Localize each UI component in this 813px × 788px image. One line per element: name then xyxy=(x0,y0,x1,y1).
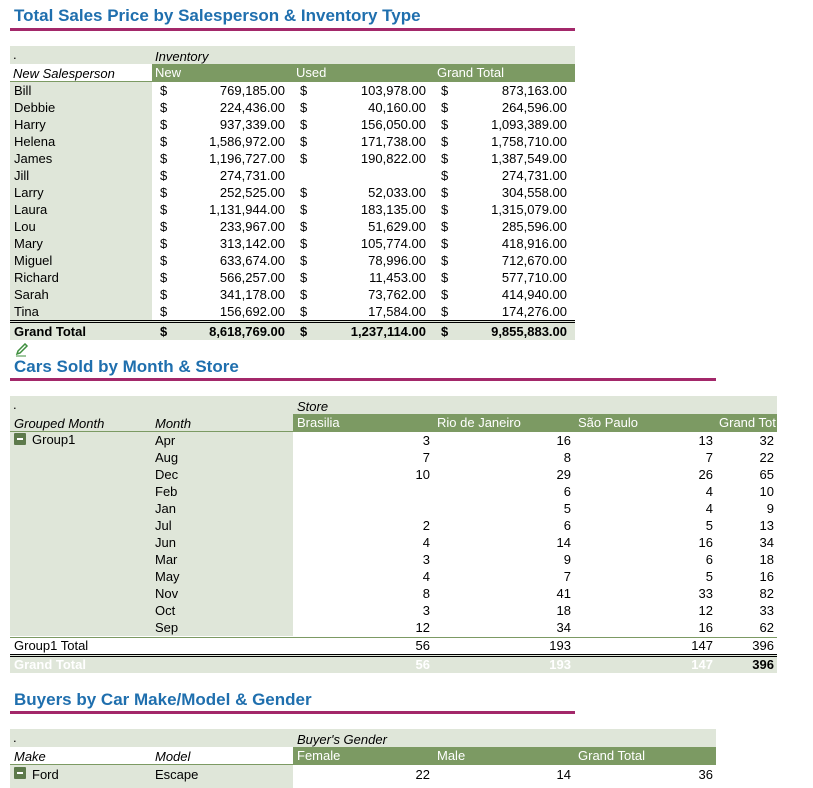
currency-symbol: $ xyxy=(441,83,449,98)
cell-used: 73,762.00 xyxy=(368,287,426,302)
cell-grand-total: 9 xyxy=(766,501,774,516)
cell-sao-paulo: 16 xyxy=(698,620,713,635)
cell-new: 769,185.00 xyxy=(219,83,285,98)
column-header-female[interactable]: Female xyxy=(297,748,341,763)
currency-symbol: $ xyxy=(300,185,308,200)
cell-grand-total: 418,916.00 xyxy=(501,236,567,251)
cell-used: 190,822.00 xyxy=(360,151,426,166)
cell-new: 8,618,769.00 xyxy=(209,324,285,339)
cell-rio: 6 xyxy=(563,518,571,533)
column-field-label[interactable]: Buyer's Gender xyxy=(297,732,387,747)
cell-rio: 18 xyxy=(556,603,571,618)
cell-grand-total: 10 xyxy=(759,484,774,499)
cell-rio: 34 xyxy=(556,620,571,635)
currency-symbol: $ xyxy=(300,253,308,268)
cell-grand-total: 712,670.00 xyxy=(501,253,567,268)
grand-total-label: Grand Total xyxy=(14,657,86,672)
group-label: Group1 xyxy=(32,432,76,447)
cell-sao-paulo: 147 xyxy=(691,638,713,653)
salesperson-name: Helena xyxy=(14,134,56,149)
month-label: Dec xyxy=(155,467,179,482)
salesperson-name: Jill xyxy=(14,168,30,183)
currency-symbol: $ xyxy=(441,202,449,217)
currency-symbol: $ xyxy=(441,304,449,319)
month-label: Oct xyxy=(155,603,176,618)
currency-symbol: $ xyxy=(441,219,449,234)
cell-brasilia: 3 xyxy=(422,552,430,567)
currency-symbol: $ xyxy=(300,236,308,251)
cell-grand-total: 36 xyxy=(698,767,713,782)
cell-sao-paulo: 5 xyxy=(705,569,713,584)
cell-rio: 6 xyxy=(563,484,571,499)
cell-grand-total: 32 xyxy=(759,433,774,448)
column-header-brasilia[interactable]: Brasilia xyxy=(297,415,340,430)
make-label: Ford xyxy=(32,767,59,782)
currency-symbol: $ xyxy=(160,324,168,339)
cell-grand-total: 873,163.00 xyxy=(501,83,567,98)
cell-rio: 29 xyxy=(556,467,571,482)
cell-sao-paulo: 26 xyxy=(698,467,713,482)
month-label: Sep xyxy=(155,620,179,635)
currency-symbol: $ xyxy=(160,253,168,268)
currency-symbol: $ xyxy=(300,304,308,319)
currency-symbol: $ xyxy=(441,253,449,268)
cell-new: 341,178.00 xyxy=(219,287,285,302)
row-field-label-model[interactable]: Model xyxy=(155,749,191,764)
cell-used: 1,237,114.00 xyxy=(350,324,426,339)
cell-new: 274,731.00 xyxy=(219,168,285,183)
currency-symbol: $ xyxy=(300,324,308,339)
cell-grand-total: 65 xyxy=(759,467,774,482)
currency-symbol: $ xyxy=(441,151,449,166)
cell-new: 1,586,972.00 xyxy=(209,134,285,149)
pivot-corner: . xyxy=(13,730,17,745)
cell-brasilia: 4 xyxy=(422,535,430,550)
cell-brasilia: 3 xyxy=(422,603,430,618)
currency-symbol: $ xyxy=(441,168,449,183)
cell-grand-total: 1,093,389.00 xyxy=(491,117,567,132)
cell-rio: 16 xyxy=(556,433,571,448)
cell-used: 11,453.00 xyxy=(369,270,426,285)
month-label: Feb xyxy=(155,484,178,499)
grand-total-label: Grand Total xyxy=(14,324,86,339)
pivot-corner: . xyxy=(13,47,17,62)
salesperson-name: Laura xyxy=(14,202,48,217)
cell-used: 183,135.00 xyxy=(360,202,426,217)
cell-sao-paulo: 33 xyxy=(698,586,713,601)
cell-grand-total: 285,596.00 xyxy=(501,219,567,234)
cell-grand-total: 9,855,883.00 xyxy=(491,324,567,339)
salesperson-name: Miguel xyxy=(14,253,53,268)
cell-brasilia: 3 xyxy=(422,433,430,448)
cell-rio: 7 xyxy=(563,569,571,584)
currency-symbol: $ xyxy=(441,287,449,302)
cell-grand-total: 1,387,549.00 xyxy=(491,151,567,166)
cell-rio: 41 xyxy=(556,586,571,601)
cell-used: 51,629.00 xyxy=(368,219,426,234)
cell-used: 103,978.00 xyxy=(360,83,426,98)
cell-grand-total: 264,596.00 xyxy=(501,100,567,115)
salesperson-name: Tina xyxy=(14,304,39,319)
cell-sao-paulo: 5 xyxy=(705,518,713,533)
row-field-label[interactable]: New Salesperson xyxy=(13,66,115,81)
column-header-male[interactable]: Male xyxy=(437,748,466,763)
cell-sao-paulo: 13 xyxy=(698,433,713,448)
cell-brasilia: 56 xyxy=(415,657,430,672)
currency-symbol: $ xyxy=(160,185,168,200)
column-header-grand-total[interactable]: Grand Total xyxy=(578,748,645,763)
pivot-corner: . xyxy=(13,397,17,412)
currency-symbol: $ xyxy=(160,117,168,132)
cell-grand-total: 304,558.00 xyxy=(501,185,567,200)
cell-female: 22 xyxy=(415,767,430,782)
month-label: Jul xyxy=(155,518,172,533)
currency-symbol: $ xyxy=(160,151,168,166)
section-title-sales: Total Sales Price by Salesperson & Inventory Type xyxy=(14,6,421,25)
month-label: Apr xyxy=(155,433,176,448)
currency-symbol: $ xyxy=(300,100,308,115)
cell-rio: 9 xyxy=(563,552,571,567)
cell-brasilia: 4 xyxy=(422,569,430,584)
cell-used: 52,033.00 xyxy=(368,185,426,200)
column-header-grand-total[interactable]: Grand Tot xyxy=(719,415,776,430)
salesperson-name: James xyxy=(14,151,53,166)
cell-sao-paulo: 147 xyxy=(691,657,713,672)
cell-grand-total: 577,710.00 xyxy=(501,270,567,285)
group-total-label: Group1 Total xyxy=(14,638,89,653)
column-field-label[interactable]: Store xyxy=(297,399,329,414)
currency-symbol: $ xyxy=(300,151,308,166)
cell-grand-total: 82 xyxy=(759,586,774,601)
cell-grand-total: 34 xyxy=(759,535,774,550)
cell-sao-paulo: 16 xyxy=(698,535,713,550)
salesperson-name: Larry xyxy=(14,185,44,200)
currency-symbol: $ xyxy=(160,83,168,98)
currency-symbol: $ xyxy=(160,202,168,217)
cell-sao-paulo: 7 xyxy=(705,450,713,465)
currency-symbol: $ xyxy=(160,236,168,251)
cell-brasilia: 7 xyxy=(422,450,430,465)
cell-new: 252,525.00 xyxy=(219,185,285,200)
currency-symbol: $ xyxy=(441,236,449,251)
salesperson-name: Debbie xyxy=(14,100,56,115)
collapse-minus-icon[interactable] xyxy=(14,433,26,445)
cell-grand-total: 13 xyxy=(759,518,774,533)
currency-symbol: $ xyxy=(300,219,308,234)
currency-symbol: $ xyxy=(160,168,168,183)
currency-symbol: $ xyxy=(300,202,308,217)
cell-brasilia: 56 xyxy=(415,638,430,653)
month-label: Jun xyxy=(155,535,176,550)
cell-new: 937,339.00 xyxy=(219,117,285,132)
month-label: Nov xyxy=(155,586,179,601)
currency-symbol: $ xyxy=(160,304,168,319)
cell-used: 156,050.00 xyxy=(360,117,426,132)
month-label: Mar xyxy=(155,552,178,567)
salesperson-name: Lou xyxy=(14,219,36,234)
currency-symbol: $ xyxy=(160,270,168,285)
title-underline xyxy=(10,28,575,31)
cell-used: 78,996.00 xyxy=(368,253,426,268)
currency-symbol: $ xyxy=(441,270,449,285)
cell-sao-paulo: 4 xyxy=(705,501,713,516)
cell-new: 566,257.00 xyxy=(219,270,285,285)
currency-symbol: $ xyxy=(300,270,308,285)
currency-symbol: $ xyxy=(300,117,308,132)
column-header-rio[interactable]: Rio de Janeiro xyxy=(437,415,521,430)
currency-symbol: $ xyxy=(300,134,308,149)
cell-grand-total: 274,731.00 xyxy=(501,168,567,183)
currency-symbol: $ xyxy=(300,287,308,302)
cell-new: 633,674.00 xyxy=(219,253,285,268)
column-header-new[interactable]: New xyxy=(155,65,182,80)
cell-new: 233,967.00 xyxy=(219,219,285,234)
month-label: Jan xyxy=(155,501,176,516)
currency-symbol: $ xyxy=(300,83,308,98)
currency-symbol: $ xyxy=(441,324,449,339)
cell-rio: 193 xyxy=(549,638,571,653)
model-label: Escape xyxy=(155,767,199,782)
cell-grand-total: 396 xyxy=(752,657,774,672)
column-header-grand-total[interactable]: Grand Total xyxy=(437,65,504,80)
cell-rio: 5 xyxy=(563,501,571,516)
cell-new: 1,131,944.00 xyxy=(209,202,285,217)
cell-grand-total: 1,315,079.00 xyxy=(491,202,567,217)
cell-male: 14 xyxy=(556,767,571,782)
cell-grand-total: 18 xyxy=(759,552,774,567)
salesperson-name: Harry xyxy=(14,117,46,132)
currency-symbol: $ xyxy=(441,100,449,115)
cell-new: 224,436.00 xyxy=(219,100,285,115)
cell-rio: 193 xyxy=(549,657,571,672)
cell-used: 105,774.00 xyxy=(360,236,426,251)
cell-grand-total: 33 xyxy=(759,603,774,618)
row-field-label-make[interactable]: Make xyxy=(14,749,46,764)
cell-sao-paulo: 6 xyxy=(705,552,713,567)
month-label: May xyxy=(155,569,180,584)
title-underline xyxy=(10,711,575,714)
cell-grand-total: 62 xyxy=(759,620,774,635)
pencil-icon[interactable] xyxy=(14,343,30,357)
cell-grand-total: 1,758,710.00 xyxy=(491,134,567,149)
month-label: Aug xyxy=(155,450,179,465)
section-title-buyers: Buyers by Car Make/Model & Gender xyxy=(14,690,312,709)
cell-grand-total: 174,276.00 xyxy=(501,304,567,319)
currency-symbol: $ xyxy=(160,219,168,234)
column-field-label[interactable]: Inventory xyxy=(155,49,209,64)
currency-symbol: $ xyxy=(441,134,449,149)
collapse-minus-icon[interactable] xyxy=(14,767,26,779)
cell-new: 313,142.00 xyxy=(219,236,285,251)
cell-used: 40,160.00 xyxy=(368,100,426,115)
column-header-sao-paulo[interactable]: São Paulo xyxy=(578,415,638,430)
currency-symbol: $ xyxy=(441,185,449,200)
currency-symbol: $ xyxy=(160,287,168,302)
salesperson-name: Bill xyxy=(14,83,32,98)
row-field-label-grouped-month[interactable]: Grouped Month xyxy=(14,416,105,431)
section-title-cars-sold: Cars Sold by Month & Store xyxy=(14,357,239,376)
currency-symbol: $ xyxy=(441,117,449,132)
row-field-label-month[interactable]: Month xyxy=(155,416,192,431)
cell-grand-total: 22 xyxy=(759,450,774,465)
cell-brasilia: 8 xyxy=(422,586,430,601)
cell-sao-paulo: 12 xyxy=(698,603,713,618)
cell-rio: 14 xyxy=(556,535,571,550)
cell-rio: 8 xyxy=(563,450,571,465)
title-underline xyxy=(10,378,716,381)
salesperson-name: Mary xyxy=(14,236,43,251)
column-header-used[interactable]: Used xyxy=(296,65,327,80)
currency-symbol: $ xyxy=(160,134,168,149)
cell-sao-paulo: 4 xyxy=(705,484,713,499)
cell-used: 171,738.00 xyxy=(360,134,426,149)
cell-brasilia: 10 xyxy=(415,467,430,482)
cell-brasilia: 12 xyxy=(415,620,430,635)
cell-new: 156,692.00 xyxy=(219,304,285,319)
cell-brasilia: 2 xyxy=(422,518,430,533)
salesperson-name: Sarah xyxy=(14,287,49,302)
cell-new: 1,196,727.00 xyxy=(209,151,285,166)
cell-grand-total: 396 xyxy=(752,638,774,653)
cell-used: 17,584.00 xyxy=(368,304,426,319)
cell-grand-total: 414,940.00 xyxy=(501,287,567,302)
cell-grand-total: 16 xyxy=(759,569,774,584)
salesperson-name: Richard xyxy=(14,270,59,285)
currency-symbol: $ xyxy=(160,100,168,115)
